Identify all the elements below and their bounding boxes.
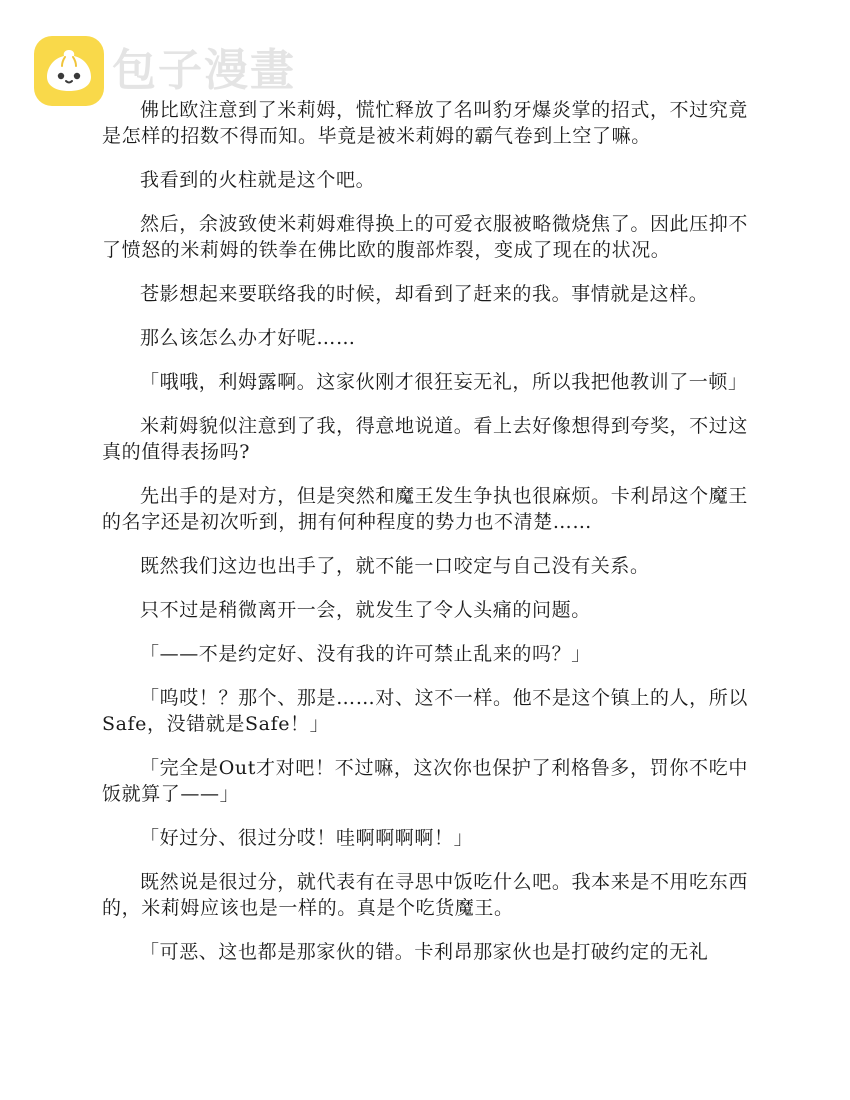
watermark-text: 包子漫畫: [112, 45, 296, 96]
paragraph: 「呜哎！？那个、那是……对、这不一样。他不是这个镇上的人，所以Safe，没错就是Safe！」: [102, 687, 748, 735]
paragraph: 「——不是约定好、没有我的许可禁止乱来的吗？」: [140, 643, 591, 665]
paragraph: 既然我们这边也出手了，就不能一口咬定与自己没有关系。: [140, 555, 650, 577]
watermark-logo: [34, 36, 296, 106]
paragraph: 「可恶、这也都是那家伙的错。卡利昂那家伙也是打破约定的无礼: [140, 941, 709, 963]
paragraph: 我看到的火柱就是这个吧。: [140, 169, 376, 191]
paragraph: 「好过分、很过分哎！哇啊啊啊啊！」: [140, 827, 474, 849]
article-body: [102, 97, 748, 983]
paragraph: 佛比欧注意到了米莉姆，慌忙释放了名叫豹牙爆炎掌的招式，不过究竟是怎样的招数不得而知。毕竟是被米莉姆的霸气卷到上空了嘛。: [102, 99, 748, 147]
paragraph: 米莉姆貌似注意到了我，得意地说道。看上去好像想得到夸奖，不过这真的值得表扬吗?: [102, 415, 748, 463]
paragraph: 既然说是很过分，就代表有在寻思中饭吃什么吧。我本来是不用吃东西的，米莉姆应该也是一样的。真是个吃货魔王。: [102, 871, 748, 919]
bun-logo-icon: [34, 36, 104, 106]
paragraph: 先出手的是对方，但是突然和魔王发生争执也很麻烦。卡利昂这个魔王的名字还是初次听到，拥有何种程度的势力也不清楚……: [102, 485, 748, 533]
paragraph: 然后，余波致使米莉姆难得换上的可爱衣服被略微烧焦了。因此压抑不了愤怒的米莉姆的铁拳在佛比欧的腹部炸裂，变成了现在的状况。: [102, 213, 748, 261]
paragraph: 「哦哦，利姆露啊。这家伙刚才很狂妄无礼，所以我把他教训了一顿」: [140, 371, 748, 393]
paragraph: 那么该怎么办才好呢……: [140, 327, 356, 349]
paragraph: 「完全是Out才对吧！不过嘛，这次你也保护了利格鲁多，罚你不吃中饭就算了——」: [102, 757, 748, 805]
paragraph: 苍影想起来要联络我的时候，却看到了赶来的我。事情就是这样。: [140, 283, 709, 305]
paragraph: 只不过是稍微离开一会，就发生了令人头痛的问题。: [140, 599, 591, 621]
